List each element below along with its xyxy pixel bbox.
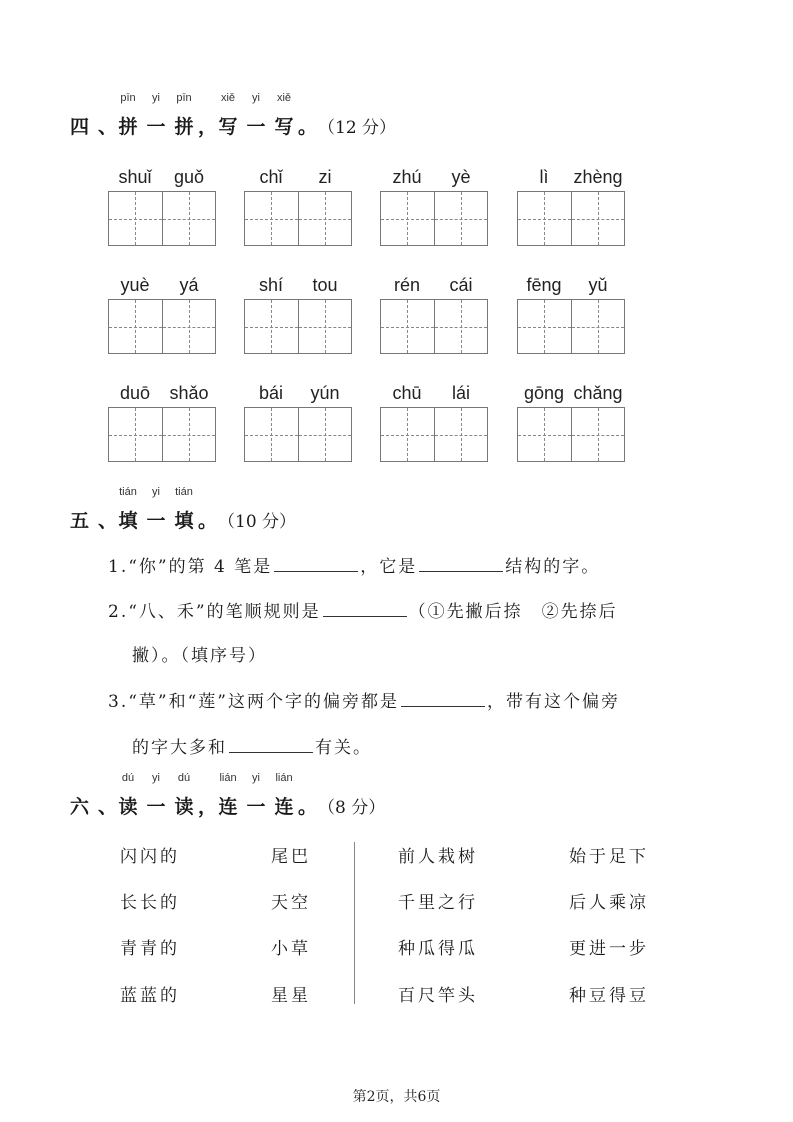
pinyin-syllable: shí: [258, 275, 283, 295]
match-item[interactable]: 前人栽树: [398, 847, 478, 867]
writing-cell[interactable]: [434, 300, 487, 353]
section-score: （8 分）: [318, 798, 386, 818]
heading-char: [214, 772, 242, 819]
pinyin-syllable: gōng: [523, 383, 565, 403]
match-item[interactable]: 后人乘凉: [569, 893, 649, 913]
match-item[interactable]: 更进一步: [569, 939, 649, 959]
heading-pinyin: yi: [152, 92, 160, 104]
heading-punct: [198, 506, 218, 533]
heading-char: [242, 92, 270, 139]
heading-char-text: 拼: [174, 116, 194, 138]
q3-text-b: ，带有这个偏旁: [486, 692, 620, 712]
tianzige-grid: [517, 407, 625, 462]
tianzige-grid: [380, 299, 488, 354]
heading-char-text: 连: [218, 796, 238, 818]
heading-punct: [298, 112, 318, 139]
heading-pinyin: tián: [175, 486, 193, 498]
heading-pinyin: yi: [252, 772, 260, 784]
heading-punct: [198, 792, 218, 819]
writing-cell[interactable]: [298, 192, 351, 245]
heading-char-text: 填: [118, 510, 138, 532]
writing-cell[interactable]: [518, 408, 571, 461]
pinyin-label: [380, 275, 488, 297]
section-score: （10 分）: [218, 512, 297, 532]
heading-char: [142, 486, 170, 533]
writing-cell[interactable]: [245, 300, 298, 353]
pinyin-syllable: zhèng: [573, 167, 623, 187]
match-item[interactable]: 百尺竿头: [398, 986, 478, 1006]
writing-cell[interactable]: [571, 300, 624, 353]
pinyin-label: [108, 167, 216, 189]
match-item[interactable]: 尾巴: [271, 847, 311, 867]
tianzige-grid: [380, 407, 488, 462]
match-item[interactable]: 种豆得豆: [569, 986, 649, 1006]
q3-text-d: 有关。: [315, 738, 372, 758]
answer-blank[interactable]: [401, 689, 485, 707]
writing-cell[interactable]: [245, 192, 298, 245]
heading-char-text: 。: [198, 510, 218, 532]
match-item[interactable]: 天空: [271, 893, 311, 913]
pinyin-label: [517, 275, 625, 297]
pinyin-syllable: rén: [393, 275, 420, 295]
match-item[interactable]: 长长的: [120, 893, 180, 913]
section-number: 六: [70, 796, 90, 818]
tianzige-grid: [108, 407, 216, 462]
pinyin-syllable: yè: [451, 167, 471, 187]
pinyin-syllable: chǎng: [573, 383, 623, 403]
section-number: 五: [70, 510, 90, 532]
heading-pinyin: tián: [119, 486, 137, 498]
pinyin-syllable: tou: [312, 275, 338, 295]
answer-blank[interactable]: [229, 735, 313, 753]
answer-blank[interactable]: [274, 554, 358, 572]
answer-blank[interactable]: [419, 554, 503, 572]
match-item[interactable]: 青青的: [120, 939, 180, 959]
pinyin-syllable: guǒ: [173, 167, 205, 187]
match-item[interactable]: 种瓜得瓜: [398, 939, 478, 959]
section-separator: 、: [98, 796, 118, 818]
question-5-1: [108, 552, 600, 577]
writing-cell[interactable]: [162, 408, 215, 461]
pinyin-syllable: fēng: [526, 275, 562, 295]
heading-char: [242, 772, 270, 819]
heading-char-text: 写: [274, 116, 294, 138]
tianzige-grid: [108, 299, 216, 354]
heading-char-text: 一: [246, 796, 266, 818]
heading-pinyin: xiě: [276, 92, 292, 104]
writing-cell[interactable]: [162, 300, 215, 353]
heading-char: [170, 772, 198, 819]
match-item[interactable]: 闪闪的: [120, 847, 180, 867]
writing-cell[interactable]: [245, 408, 298, 461]
q2-text-b: （①先撇后捺 ②先捺后: [408, 602, 618, 622]
heading-pinyin: yi: [252, 92, 260, 104]
heading-char: [214, 92, 242, 139]
pinyin-syllable: bái: [258, 383, 284, 403]
writing-cell[interactable]: [109, 300, 162, 353]
pinyin-syllable: lì: [539, 167, 549, 187]
heading-char-text: 一: [146, 796, 166, 818]
q3-text-a: 3.“草”和“莲”这两个字的偏旁都是: [108, 692, 399, 712]
page-footer: 第2页，共6页: [352, 1089, 441, 1105]
pinyin-syllable: yǔ: [588, 275, 608, 295]
heading-char: [114, 486, 142, 533]
tianzige-grid: [517, 299, 625, 354]
tianzige-grid: [244, 191, 352, 246]
pinyin-syllable: chǐ: [259, 167, 283, 187]
heading-pinyin: dú: [177, 772, 191, 784]
pinyin-label: [380, 383, 488, 405]
q2-text-a: 2.“八、禾”的笔顺规则是: [108, 602, 321, 622]
pinyin-syllable: zhú: [392, 167, 422, 187]
pinyin-syllable: zi: [318, 167, 332, 187]
heading-pinyin: pīn: [176, 92, 192, 104]
heading-char-text: 一: [146, 116, 166, 138]
heading-char-text: 写: [218, 116, 238, 138]
tianzige-grid: [380, 191, 488, 246]
heading-pinyin: lián: [219, 772, 237, 784]
match-item[interactable]: 始于足下: [569, 847, 649, 867]
pinyin-syllable: yá: [179, 275, 199, 295]
heading-char-text: 填: [174, 510, 194, 532]
section-separator: 、: [98, 510, 118, 532]
heading-char: [270, 772, 298, 819]
heading-char: [114, 772, 142, 819]
heading-pinyin: yi: [152, 772, 160, 784]
heading-char-text: ，: [198, 796, 218, 818]
q1-text-b: ，它是: [360, 557, 418, 577]
answer-blank[interactable]: [323, 599, 407, 617]
writing-cell[interactable]: [434, 192, 487, 245]
writing-cell[interactable]: [571, 192, 624, 245]
pinyin-label: [380, 167, 488, 189]
heading-char: [142, 772, 170, 819]
heading-char: [114, 92, 142, 139]
heading-char-text: ，: [198, 116, 218, 138]
heading-char-text: 拼: [118, 116, 138, 138]
question-5-3-cont: [132, 733, 372, 758]
pinyin-label: [244, 383, 352, 405]
section-score: （12 分）: [318, 118, 397, 138]
heading-char: [170, 92, 198, 139]
q1-text-a: 1.“你”的第 4 笔是: [108, 557, 273, 577]
heading-char: [142, 92, 170, 139]
pinyin-syllable: yún: [310, 383, 340, 403]
pinyin-syllable: shuǐ: [118, 167, 152, 187]
q2-text-c: 撇）。（填序号）: [132, 646, 267, 666]
heading-char-text: 。: [298, 116, 318, 138]
writing-cell[interactable]: [109, 408, 162, 461]
question-5-3: [108, 687, 620, 712]
writing-cell[interactable]: [381, 192, 434, 245]
match-item[interactable]: 星星: [271, 986, 311, 1006]
match-item[interactable]: 小草: [271, 939, 311, 959]
heading-char-text: 读: [118, 796, 138, 818]
writing-cell[interactable]: [298, 408, 351, 461]
pinyin-label: [108, 383, 216, 405]
section-number: 四: [70, 116, 90, 138]
heading-char-text: 。: [298, 796, 318, 818]
tianzige-grid: [108, 191, 216, 246]
column-divider: [354, 842, 355, 1004]
tianzige-grid: [517, 191, 625, 246]
match-item[interactable]: 蓝蓝的: [120, 986, 180, 1006]
writing-cell[interactable]: [109, 192, 162, 245]
writing-cell[interactable]: [518, 300, 571, 353]
writing-cell[interactable]: [518, 192, 571, 245]
tianzige-grid: [244, 407, 352, 462]
pinyin-label: [517, 167, 625, 189]
heading-char: [270, 92, 298, 139]
heading-pinyin: dú: [121, 772, 135, 784]
question-5-2: [108, 597, 618, 622]
match-item[interactable]: 千里之行: [398, 893, 478, 913]
pinyin-syllable: lái: [451, 383, 470, 403]
pinyin-label: [244, 167, 352, 189]
section-separator: 、: [98, 116, 118, 138]
heading-pinyin: yi: [152, 486, 160, 498]
pinyin-syllable: duō: [119, 383, 151, 403]
writing-cell[interactable]: [434, 408, 487, 461]
writing-cell[interactable]: [571, 408, 624, 461]
question-5-2-cont: [132, 641, 267, 666]
pinyin-label: [108, 275, 216, 297]
heading-punct: [198, 112, 218, 139]
pinyin-label: [244, 275, 352, 297]
heading-pinyin: pīn: [120, 92, 136, 104]
writing-cell[interactable]: [298, 300, 351, 353]
tianzige-grid: [244, 299, 352, 354]
heading-char-text: 连: [274, 796, 294, 818]
q3-text-c: 的字大多和: [132, 738, 227, 758]
writing-cell[interactable]: [381, 300, 434, 353]
heading-char: [170, 486, 198, 533]
writing-cell[interactable]: [162, 192, 215, 245]
heading-char-text: 一: [246, 116, 266, 138]
heading-pinyin: xiě: [220, 92, 236, 104]
q1-text-c: 结构的字。: [505, 557, 601, 577]
heading-pinyin: lián: [275, 772, 293, 784]
pinyin-syllable: cái: [449, 275, 473, 295]
writing-cell[interactable]: [381, 408, 434, 461]
pinyin-syllable: yuè: [120, 275, 150, 295]
pinyin-syllable: chū: [392, 383, 422, 403]
heading-char-text: 读: [174, 796, 194, 818]
heading-punct: [298, 792, 318, 819]
pinyin-syllable: shǎo: [169, 383, 209, 403]
pinyin-label: [517, 383, 625, 405]
heading-char-text: 一: [146, 510, 166, 532]
